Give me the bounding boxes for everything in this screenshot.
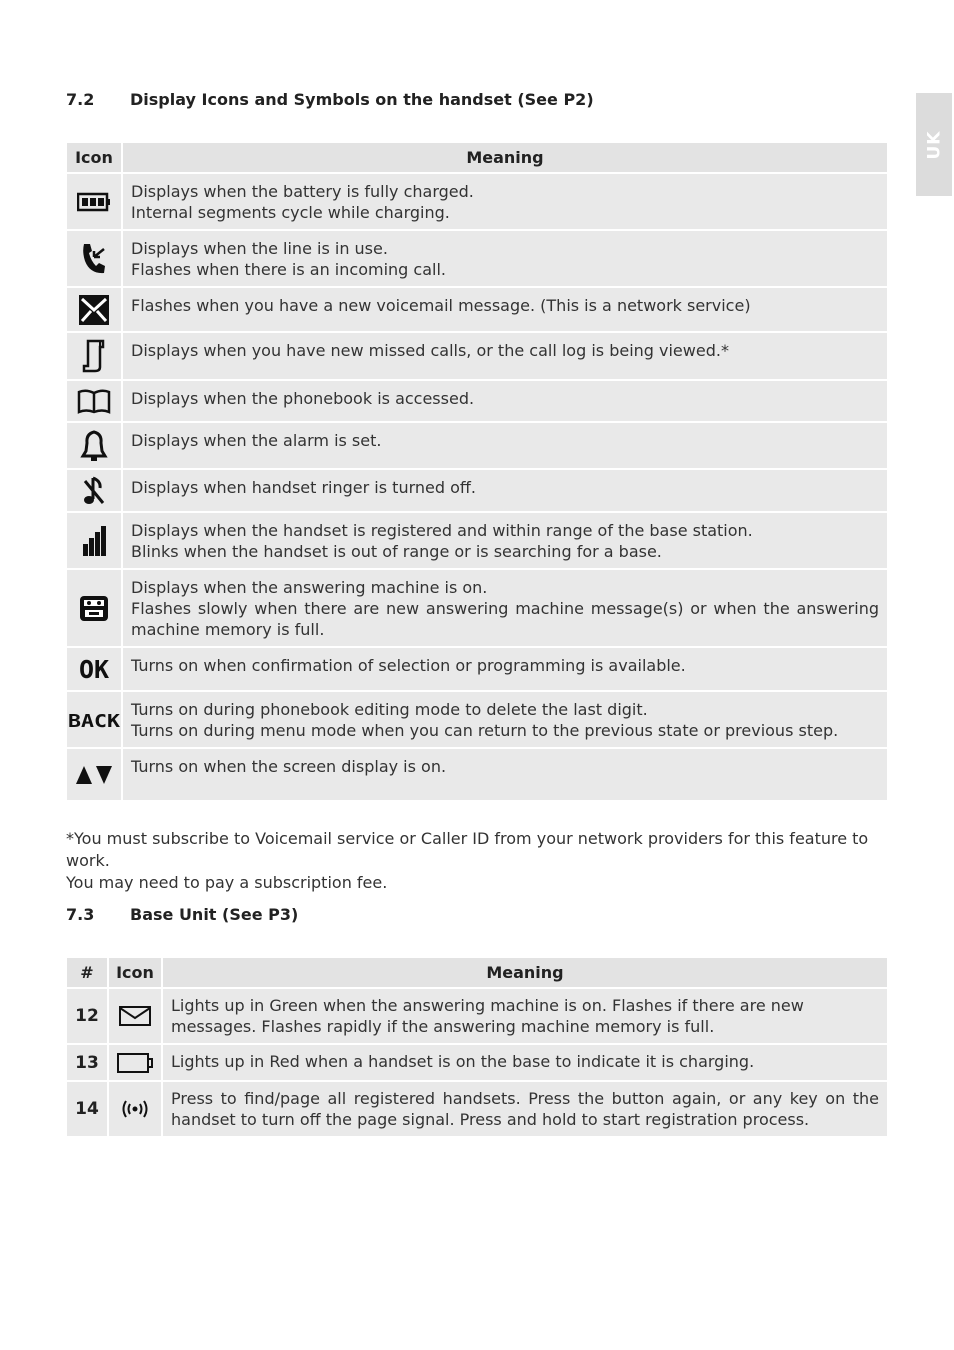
language-tab: UK: [916, 93, 952, 196]
table-row: Displays when the alarm is set.: [67, 423, 887, 468]
table-row: 13 Lights up in Red when a handset is on the base to indicate it is charging.: [67, 1045, 887, 1080]
answering-machine-icon: [67, 570, 121, 646]
up-down-arrows-icon: [67, 749, 121, 800]
table-row: Flashes when you have a new voicemail message. (This is a network service): [67, 288, 887, 331]
back-icon: [67, 692, 121, 747]
meaning-column-header: Meaning: [123, 143, 887, 172]
table-row: Displays when the handset is registered and within range of the base station. Blinks when the handset is out of range or is searching for a base.: [67, 513, 887, 568]
number-column-header: #: [67, 958, 107, 987]
phone-line-icon: [67, 231, 121, 286]
voicemail-envelope-icon: [67, 288, 121, 331]
base-unit-table: [65, 956, 889, 1138]
svg-text:OK: OK: [78, 656, 110, 682]
page-signal-icon: [109, 1082, 161, 1136]
signal-strength-icon: [67, 513, 121, 568]
table-row: Displays when the answering machine is on. Flashes slowly when there are new answering machine message(s) or when the answering machine memory is full.: [67, 570, 887, 646]
meaning-column-header: Meaning: [163, 958, 887, 987]
table-row: Displays when you have new missed calls, or the call log is being viewed.*: [67, 333, 887, 379]
table-row: OK Turns on when confirmation of selection or programming is available.: [67, 648, 887, 690]
battery-icon: [67, 174, 121, 229]
table-header-row: [67, 958, 887, 987]
table-row: Displays when handset ringer is turned off.: [67, 470, 887, 511]
call-log-icon: [67, 333, 121, 379]
phonebook-icon: [67, 381, 121, 421]
alarm-bell-icon: [67, 423, 121, 468]
section-7-2-heading: 7.2 Display Icons and Symbols on the handset (See P2): [66, 90, 594, 109]
table-row: 12 Lights up in Green when the answering machine is on. Flashes if there are new messages. Flashes rapidly if the answering machine memory is full.: [67, 989, 887, 1043]
svg-text:BACK: BACK: [68, 710, 121, 731]
icon-column-header: Icon: [67, 143, 121, 172]
icon-column-header: Icon: [109, 958, 161, 987]
footnote: *You must subscribe to Voicemail service or Caller ID from your network providers for this feature to work. You may need to pay a subscription fee.: [66, 829, 869, 892]
envelope-icon: [109, 989, 161, 1043]
section-7-3-heading: 7.3 Base Unit (See P3): [66, 905, 299, 924]
ok-icon: [67, 648, 121, 690]
ringer-off-icon: [67, 470, 121, 511]
table-row: Displays when the battery is fully charged. Internal segments cycle while charging.: [67, 174, 887, 229]
table-row: BACK Turns on during phonebook editing mode to delete the last digit. Turns on during menu mode when you can return to the previous state or previous step.: [67, 692, 887, 747]
handset-icons-table: [65, 141, 889, 802]
table-row: Displays when the phonebook is accessed.: [67, 381, 887, 421]
table-header-row: [67, 143, 887, 172]
battery-outline-icon: [109, 1045, 161, 1080]
table-row: Displays when the line is in use. Flashes when there is an incoming call.: [67, 231, 887, 286]
table-row: 14 Press to find/page all registered handsets. Press the button again, or any key on the handset to turn off the page signal. Press and hold to start registration process.: [67, 1082, 887, 1136]
table-row: Turns on when the screen display is on.: [67, 749, 887, 800]
